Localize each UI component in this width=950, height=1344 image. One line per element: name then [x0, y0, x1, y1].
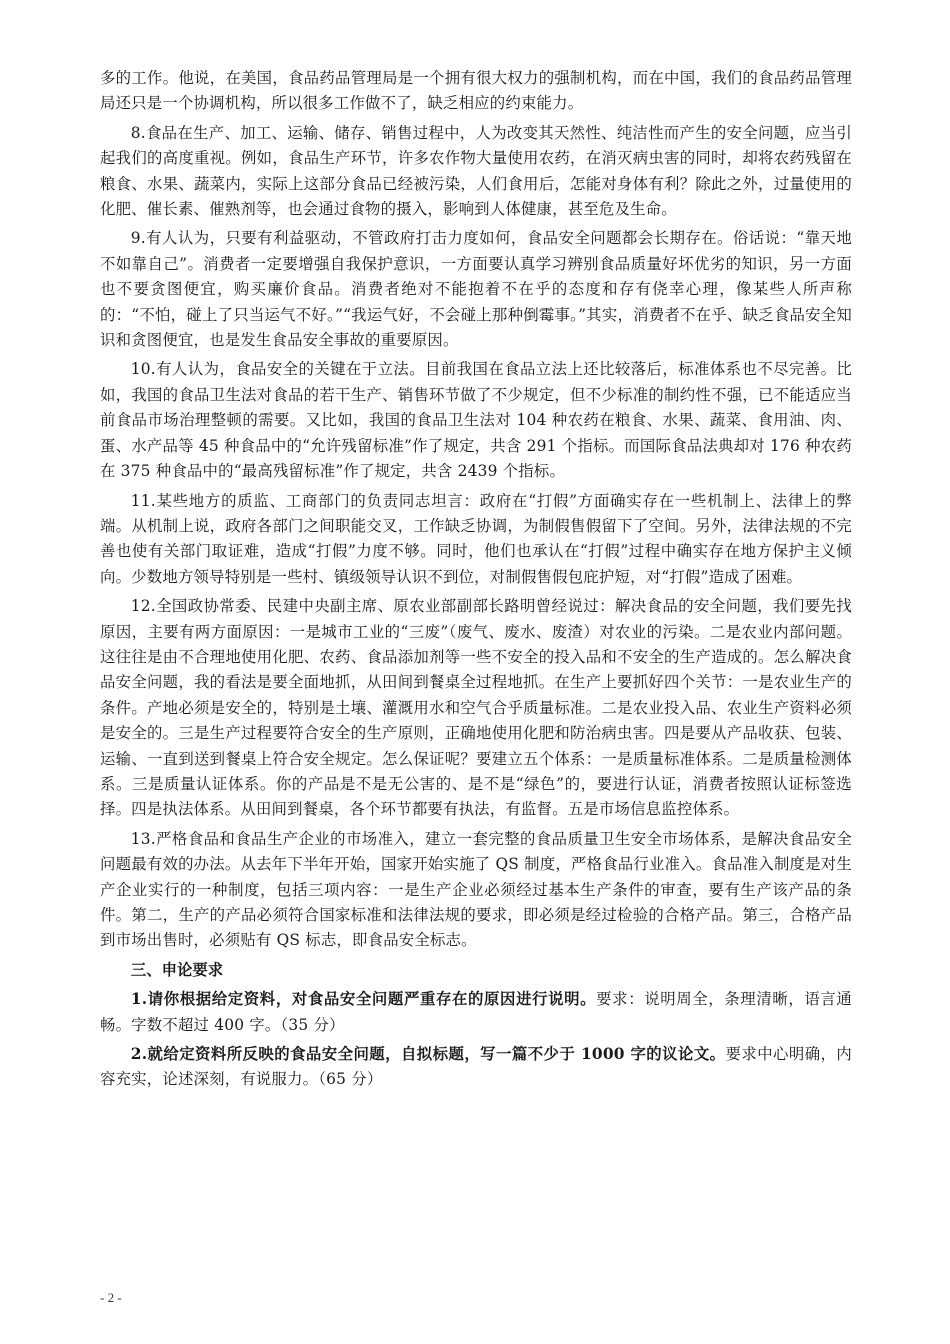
page-number: - 2 -: [100, 1290, 122, 1305]
paragraph-13: 13.严格食品和食品生产企业的市场准入，建立一套完整的食品质量卫生安全市场体系，是解决食品安全问题最有效的办法。从去年下半年开始，国家开始实施了 QS 制度，严格食品行业准入。食品准入制度是对生产企业实行的一种制度，包括三项内容：一是生产企业必须经过基本生产条件的审查，要有生产该产品的条件。第二，生产的产品必须符合国家标准和法律法规的要求，即必须是经过检验的合格产品。第三，合格产品到市场出售时，必须贴有 QS 标志，即食品安全标志。: [100, 829, 852, 950]
paragraph-9: 9.有人认为，只要有利益驱动，不管政府打击力度如何，食品安全问题都会长期存在。俗话说：“靠天地不如靠自己”。消费者一定要增强自我保护意识，一方面要认真学习辨别食品质量好坏优劣的知识，另一方面也不要贪图便宜，购买廉价食品。消费者绝对不能抱着不在乎的态度和存有侥幸心理，像某些人所声称的：“不怕，碰上了只当运气不好。”“我运气好，不会碰上那种倒霉事。”其实，消费者不在乎、缺乏食品安全知识和贪图便宜，也是发生食品安全事故的重要原因。: [100, 229, 852, 350]
document-page: [100, 66, 852, 1097]
requirement-2-question: 2.就给定资料所反映的食品安全问题，自拟标题，写一篇不少于 1000 字的议论文。: [130, 1045, 726, 1064]
requirement-2: [100, 1042, 852, 1093]
requirement-2-criteria: 要求中心明确，内容充实，论述深刻，有说服力。（65 分）: [100, 1045, 852, 1089]
requirement-1: [100, 987, 852, 1038]
paragraph-12: 12.全国政协常委、民建中央副主席、原农业部副部长路明曾经说过：解决食品的安全问题，我们要先找原因，主要有两方面原因：一是城市工业的“三废”（废气、废水、废渣）对农业的污染。二是农业内部问题。这往往是由不合理地使用化肥、农药、食品添加剂等一些不安全的投入品和不安全的生产造成的。怎么解决食品安全问题，我的看法是要全面地抓，从田间到餐桌全过程地抓。在生产上要抓好四个关节：一是农业生产的条件。产地必须是安全的，特别是土壤、灌溉用水和空气合乎质量标准。二是农业投入品、农业生产资料必须是安全的。三是生产过程要符合安全的生产原则，正确地使用化肥和防治病虫害。四是要从产品收获、包装、运输、一直到送到餐桌上符合安全规定。怎么保证呢？要建立五个体系：一是质量标准体系。二是质量检测体系。三是质量认证体系。你的产品是不是无公害的、是不是“绿色”的，要进行认证，消费者按照认证标签选择。四是执法体系。从田间到餐桌，各个环节都要有执法，有监督。五是市场信息监控体系。: [100, 597, 852, 819]
requirement-1-criteria: 要求：说明周全，条理清晰，语言通畅。字数不超过 400 字。（35 分）: [100, 990, 852, 1034]
paragraph-10: 10.有人认为，食品安全的关键在于立法。目前我国在食品立法上还比较落后，标准体系也不尽完善。比如，我国的食品卫生法对食品的若干生产、销售环节做了不少规定，但不少标准的制约性不强，已不能适应当前食品市场治理整顿的需要。又比如，我国的食品卫生法对 104 种农药在粮食、水果、蔬菜、食用油、肉、蛋、水产品等 45 种食品中的“允许残留标准”作了规定，共含 291 个指标。而国际食品法典却对 176 种农药在 375 种食品中的“最高残留标准”作了规定，共含 2439 个指标。: [100, 360, 852, 481]
section-heading: 三、申论要求: [130, 960, 224, 979]
paragraph-11: 11.某些地方的质监、工商部门的负责同志坦言：政府在“打假”方面确实存在一些机制上、法律上的弊端。从机制上说，政府各部门之间职能交叉，工作缺乏协调，为制假售假留下了空间。另外，法律法规的不完善也使有关部门取证难，造成“打假”力度不够。同时，他们也承认在“打假”过程中确实存在地方保护主义倾向。少数地方领导特别是一些村、镇级领导认识不到位，对制假售假包庇护短，对“打假”造成了困难。: [100, 491, 852, 586]
requirement-1-question: 1.请你根据给定资料，对食品安全问题严重存在的原因进行说明。: [130, 990, 597, 1009]
paragraph-continued: 多的工作。他说，在美国，食品药品管理局是一个拥有很大权力的强制机构，而在中国，我们的食品药品管理局还只是一个协调机构，所以很多工作做不了，缺乏相应的约束能力。: [100, 69, 852, 113]
paragraph-8: 8.食品在生产、加工、运输、储存、销售过程中，人为改变其天然性、纯洁性而产生的安全问题，应当引起我们的高度重视。例如，食品生产环节，许多农作物大量使用农药，在消灭病虫害的同时，却将农药残留在粮食、水果、蔬菜内，实际上这部分食品已经被污染，人们食用后，怎能对身体有利？除此之外，过量使用的化肥、催长素、催熟剂等，也会通过食物的摄入，影响到人体健康，甚至危及生命。: [100, 123, 852, 219]
